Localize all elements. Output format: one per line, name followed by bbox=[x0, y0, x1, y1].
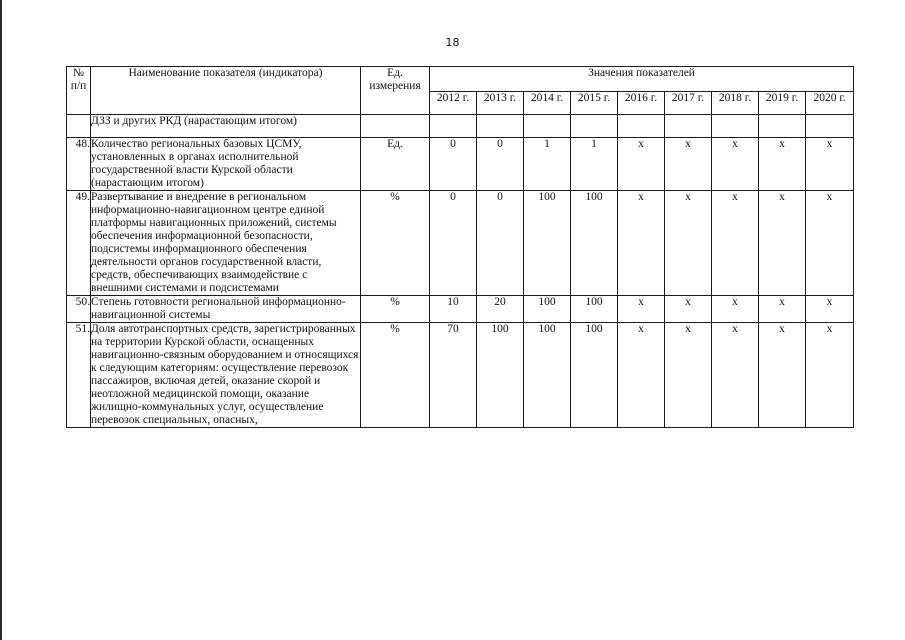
row-value: x bbox=[665, 323, 712, 428]
row-value: x bbox=[806, 323, 854, 428]
header-year-2018: 2018 г. bbox=[712, 92, 759, 115]
table-row bbox=[67, 323, 854, 428]
header-values: Значения показателей bbox=[430, 67, 854, 92]
row-value: 1 bbox=[524, 138, 571, 191]
row-value: 100 bbox=[571, 323, 618, 428]
row-name: ДЗЗ и других РКД (нарастающим итогом) bbox=[91, 115, 361, 138]
row-value: x bbox=[806, 191, 854, 296]
row-unit: % bbox=[361, 296, 430, 323]
row-value: x bbox=[759, 191, 806, 296]
header-row bbox=[67, 67, 854, 92]
header-unit: Ед. измерения bbox=[361, 67, 430, 115]
row-value bbox=[806, 115, 854, 138]
header-name: Наименование показателя (индикатора) bbox=[91, 67, 361, 115]
row-value: x bbox=[712, 138, 759, 191]
row-value bbox=[524, 115, 571, 138]
header-year-2020: 2020 г. bbox=[806, 92, 854, 115]
row-value: x bbox=[618, 323, 665, 428]
row-unit: % bbox=[361, 191, 430, 296]
header-year-2017: 2017 г. bbox=[665, 92, 712, 115]
header-year-2015: 2015 г. bbox=[571, 92, 618, 115]
row-value: x bbox=[759, 323, 806, 428]
row-value: x bbox=[712, 323, 759, 428]
row-value bbox=[759, 115, 806, 138]
row-num: 50. bbox=[67, 296, 91, 323]
table-row bbox=[67, 296, 854, 323]
row-name: Развертывание и внедрение в региональном информационно-навигационном центре единой платформы навигационных приложений, системы обеспечения информационной безопасности, подсистемы информационного обеспечения деятельности органов государственной власти, средств, обеспечивающих взаимодействие с внешними системами и подсистемами bbox=[91, 191, 361, 296]
row-value: 0 bbox=[477, 191, 524, 296]
table-row bbox=[67, 191, 854, 296]
row-num: 51. bbox=[67, 323, 91, 428]
row-unit: Ед. bbox=[361, 138, 430, 191]
row-name: Количество региональных базовых ЦСМУ, установленных в органах исполнительной государственной власти Курской области (нарастающим итогом) bbox=[91, 138, 361, 191]
row-unit: % bbox=[361, 323, 430, 428]
row-num: 48. bbox=[67, 138, 91, 191]
row-value bbox=[665, 115, 712, 138]
row-value: x bbox=[712, 191, 759, 296]
header-year-2019: 2019 г. bbox=[759, 92, 806, 115]
row-value: x bbox=[759, 296, 806, 323]
page-number: 18 bbox=[445, 36, 460, 49]
row-value: 100 bbox=[524, 191, 571, 296]
row-value: 100 bbox=[524, 296, 571, 323]
row-value: 1 bbox=[571, 138, 618, 191]
row-value: x bbox=[618, 138, 665, 191]
row-value: x bbox=[806, 138, 854, 191]
row-value: 100 bbox=[571, 296, 618, 323]
row-value: 100 bbox=[477, 323, 524, 428]
row-name: Доля автотранспортных средств, зарегистрированных на территории Курской области, оснащенных навигационно-связным оборудованием и относящихся к следующим категориям: осуществление перевозок пассажиров, включая детей, оказание скорой и неотложной медицинской помощи, оказание жилищно-коммунальных услуг, осуществление перевозок специальных, опасных, bbox=[91, 323, 361, 428]
row-value: 100 bbox=[524, 323, 571, 428]
header-year-2012: 2012 г. bbox=[430, 92, 477, 115]
row-value: 10 bbox=[430, 296, 477, 323]
row-value: 20 bbox=[477, 296, 524, 323]
row-value bbox=[618, 115, 665, 138]
row-value: 0 bbox=[430, 191, 477, 296]
row-value: 100 bbox=[571, 191, 618, 296]
row-value: x bbox=[618, 296, 665, 323]
header-num: № п/п bbox=[67, 67, 91, 115]
row-value bbox=[571, 115, 618, 138]
row-value bbox=[477, 115, 524, 138]
row-value: 0 bbox=[430, 138, 477, 191]
row-num: 49. bbox=[67, 191, 91, 296]
row-value: x bbox=[665, 191, 712, 296]
row-value: x bbox=[618, 191, 665, 296]
table-row bbox=[67, 138, 854, 191]
page-left-edge bbox=[0, 0, 2, 640]
row-name: Степень готовности региональной информационно-навигационной системы bbox=[91, 296, 361, 323]
header-year-2013: 2013 г. bbox=[477, 92, 524, 115]
indicators-table bbox=[66, 66, 854, 428]
row-value: 70 bbox=[430, 323, 477, 428]
row-value: 0 bbox=[477, 138, 524, 191]
row-value: x bbox=[759, 138, 806, 191]
row-value bbox=[430, 115, 477, 138]
row-unit bbox=[361, 115, 430, 138]
table-row bbox=[67, 115, 854, 138]
row-value: x bbox=[665, 138, 712, 191]
row-value: x bbox=[712, 296, 759, 323]
header-year-2014: 2014 г. bbox=[524, 92, 571, 115]
row-value: x bbox=[806, 296, 854, 323]
row-value bbox=[712, 115, 759, 138]
header-year-2016: 2016 г. bbox=[618, 92, 665, 115]
row-num bbox=[67, 115, 91, 138]
row-value: x bbox=[665, 296, 712, 323]
